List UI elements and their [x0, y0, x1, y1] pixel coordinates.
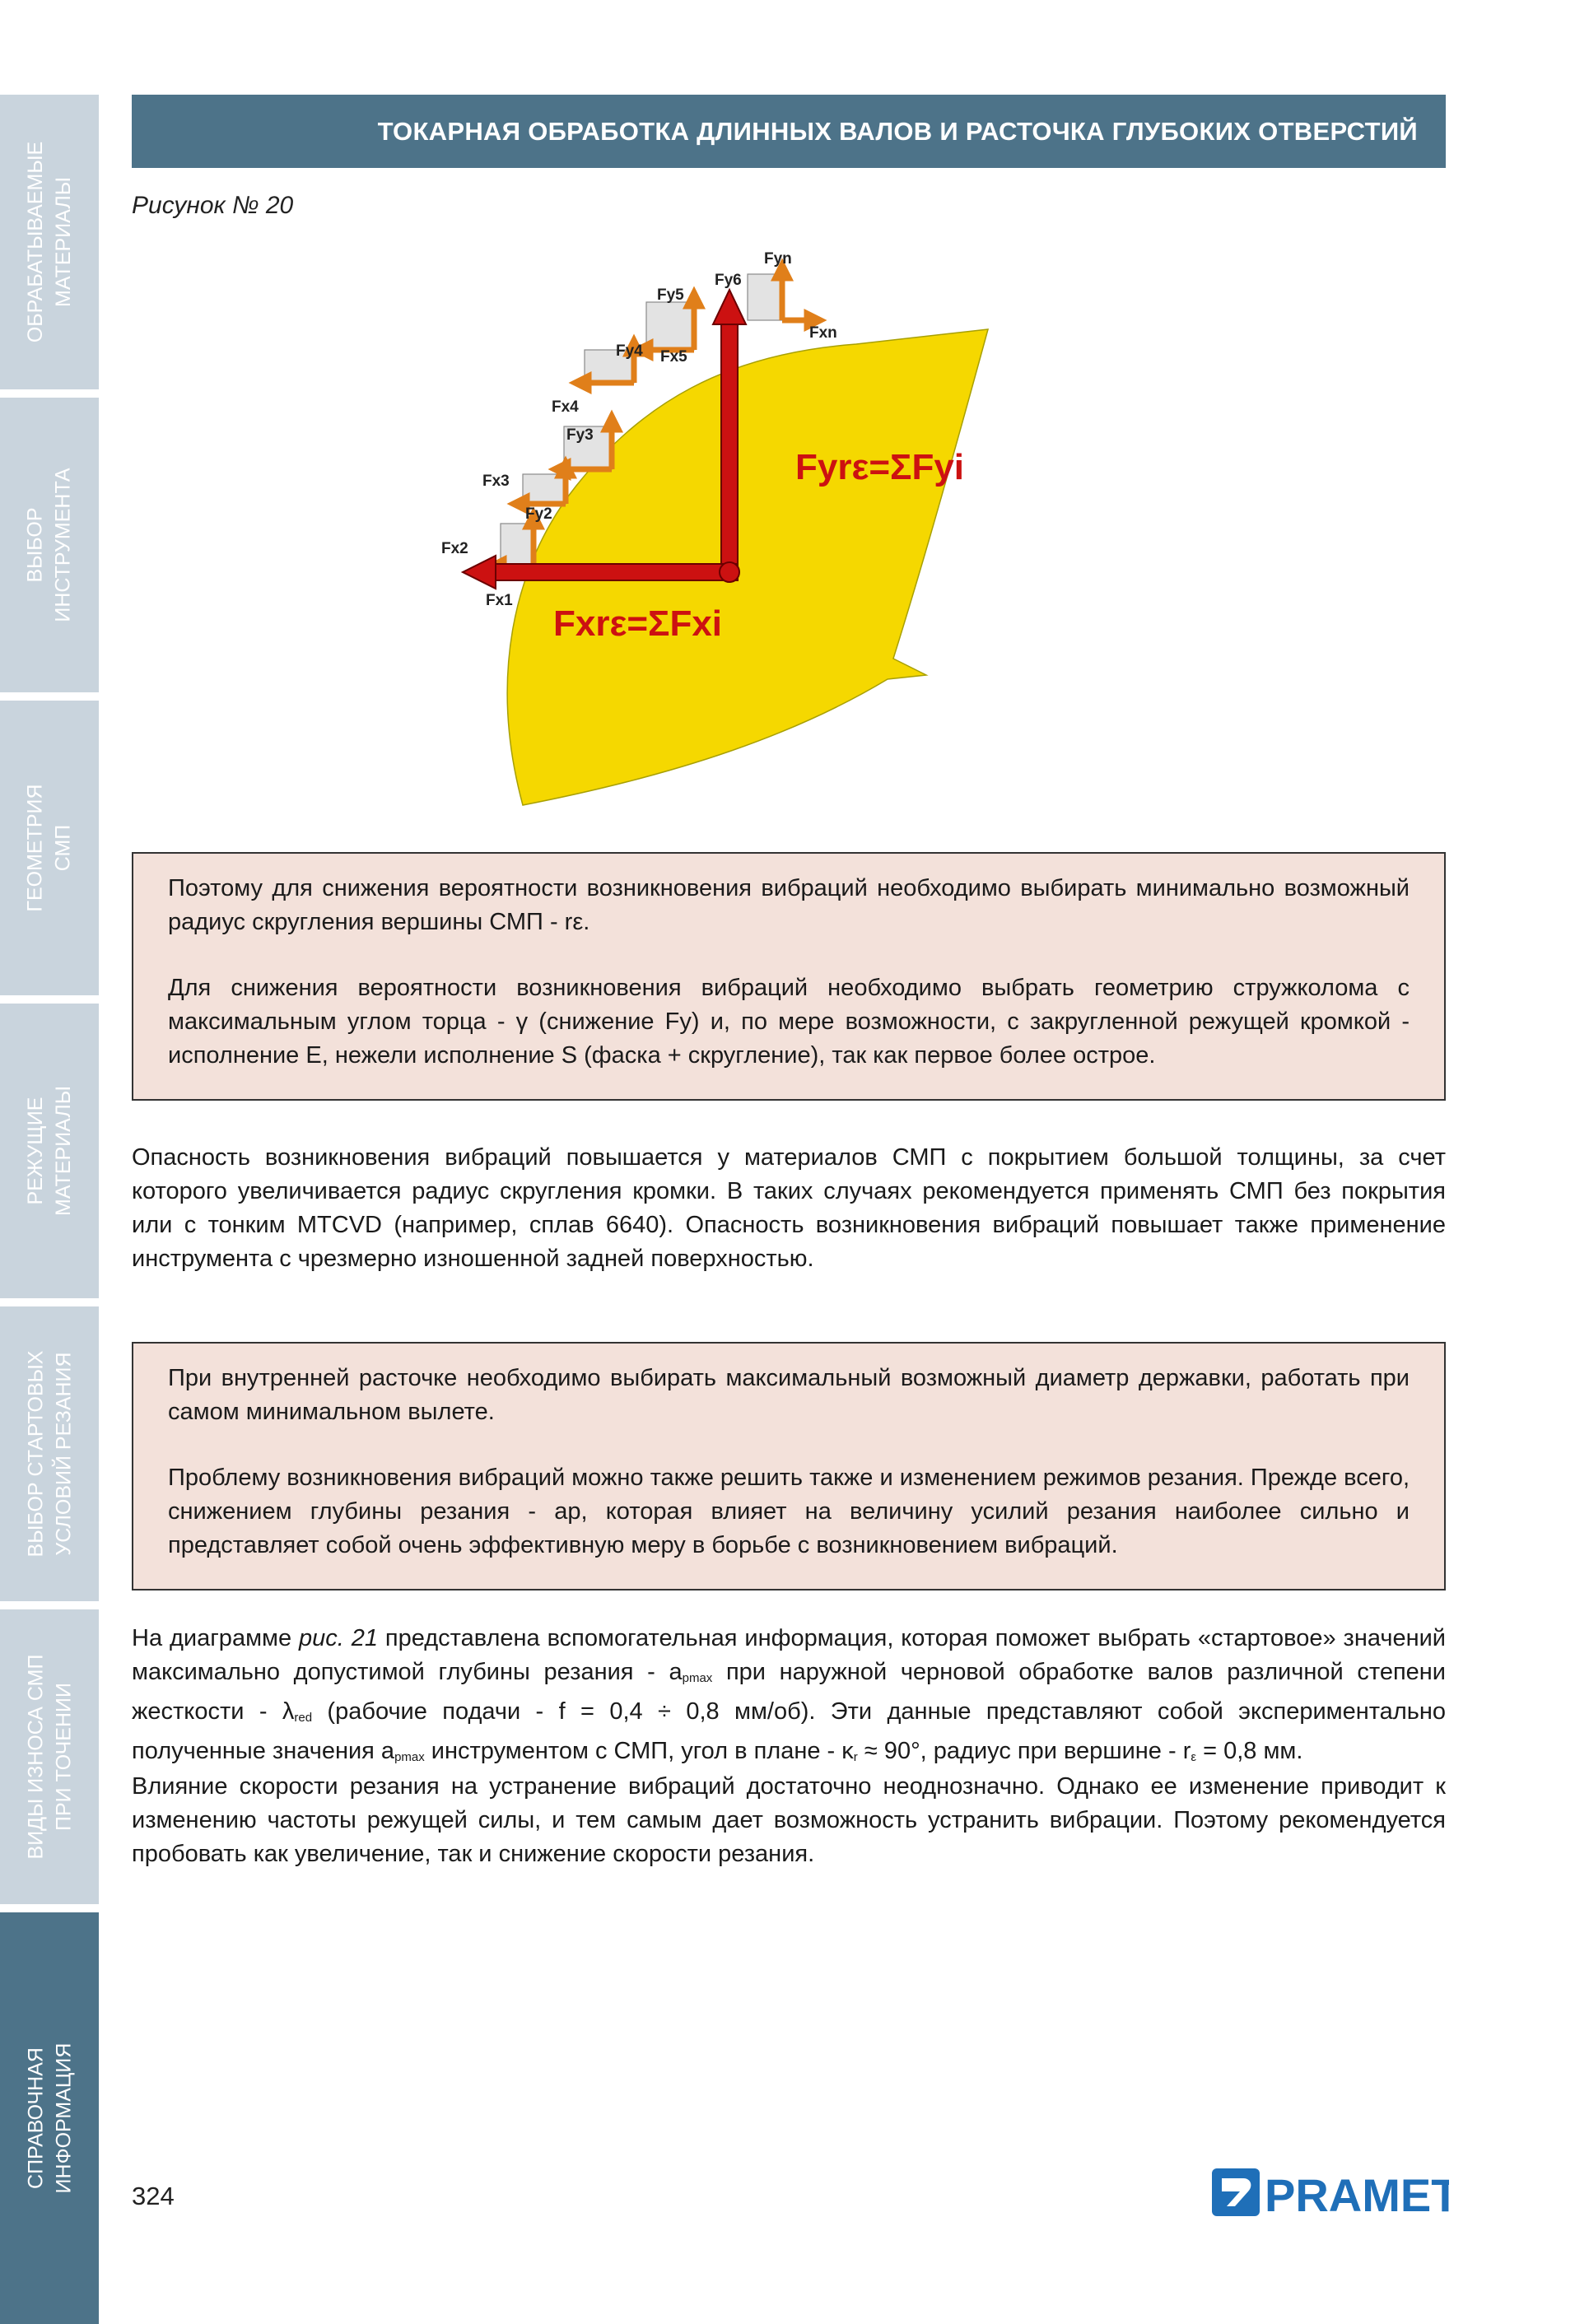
label-fyn: Fyn — [764, 250, 792, 268]
label-fy6: Fy6 — [715, 272, 742, 289]
text-run: = 0,8 мм. — [1196, 1738, 1303, 1764]
force-origin-dot — [720, 562, 739, 582]
tab-label: ПРИ ТОЧЕНИИ — [52, 1683, 76, 1831]
label-fx5: Fx5 — [660, 348, 687, 366]
body-paragraph — [132, 1622, 1446, 1774]
note-paragraph: При внутренней расточке необходимо выбирать максимальный возможный диаметр державки, работать при самом минимальном вылете. — [168, 1365, 1410, 1425]
logo-mark — [1212, 2168, 1260, 2216]
text-run: ≈ 90°, радиус при вершине - r — [857, 1738, 1191, 1764]
force-diagram-svg — [412, 239, 1070, 815]
tab-label: ГЕОМЕТРИЯ — [24, 784, 48, 912]
logo-text: PRAMET — [1265, 2169, 1449, 2219]
tab-insert-geometry[interactable] — [0, 701, 99, 995]
label-fx4: Fx4 — [552, 398, 579, 416]
text-run: представлена вспомогательная информация, которая поможет выбрать «стартовое» значений максимально допустимой глубины резания - a — [132, 1625, 1446, 1685]
subscript: ε — [1191, 1750, 1197, 1764]
tab-materials[interactable] — [0, 95, 99, 389]
subscript: red — [294, 1711, 313, 1725]
tab-reference-info[interactable] — [0, 1912, 99, 2324]
tab-wear-types[interactable] — [0, 1609, 99, 1904]
label-fy3: Fy3 — [566, 426, 594, 444]
tab-label: СПРАВОЧНАЯ — [24, 2047, 48, 2189]
note-box-1 — [132, 852, 1446, 1101]
page-number: 324 — [132, 2182, 175, 2210]
tab-label: ОБРАБАТЫВАЕМЫЕ — [24, 141, 47, 343]
pramet-logo-svg — [1210, 2165, 1449, 2219]
label-fy-sum: Fyrε=ΣFyi — [795, 447, 965, 487]
force-box — [501, 524, 534, 566]
body-paragraph: Влияние скорости резания на устранение вибраций достаточно неоднозначно. Однако ее изменение приводит к изменению частоты режущей силы, и тем самым дает возможность устранить вибрации. Поэтому рекомендуется пробовать как увеличение, так и снижение скорости резания. — [132, 1773, 1446, 1867]
note-paragraph: Проблему возникновения вибраций можно также решить также и изменением режимов резания. Прежде всего, снижением глубины резания - ap, которая влияет на величину усилий резания наиболее сильно и представляет собой очень эффективную меру в борьбе с возникновением вибраций. — [168, 1465, 1410, 1558]
figure-caption: Рисунок № 20 — [132, 192, 294, 219]
label-fy4: Fy4 — [616, 342, 643, 360]
label-fxn: Fxn — [809, 324, 837, 342]
tab-label: УСЛОВИЙ РЕЗАНИЯ — [52, 1352, 75, 1556]
tab-starting-conditions[interactable] — [0, 1306, 99, 1601]
arrow-fy-resultant — [721, 321, 738, 572]
tab-label: ИНСТРУМЕНТА — [52, 468, 76, 622]
page-title: ТОКАРНАЯ ОБРАБОТКА ДЛИННЫХ ВАЛОВ И РАСТОЧКА ГЛУБОКИХ ОТВЕРСТИЙ — [377, 116, 1418, 146]
label-fx-sum: Fxrε=ΣFxi — [553, 603, 723, 644]
tab-label: ВЫБОР СТАРТОВЫХ — [24, 1350, 47, 1558]
arrow-fy-head — [713, 290, 746, 324]
body-paragraph: Опасность возникновения вибраций повышается у материалов СМП с покрытием большой толщины, за счет которого увеличивается радиус скругления кромки. В таких случаях рекомендуется применять СМП без покрытия или с тонким MTCVD (например, сплав 6640). Опасность возникновения вибраций повышает также применение инструмента с чрезмерно изношенной задней поверхностью. — [132, 1144, 1446, 1272]
text-run: инструментом с СМП, угол в плане - κ — [424, 1738, 854, 1764]
tab-label: МАТЕРИАЛЫ — [52, 177, 75, 307]
subscript: r — [853, 1750, 858, 1764]
arrow-fx-resultant — [494, 564, 738, 580]
page-header — [132, 95, 1446, 168]
label-fx1: Fx1 — [486, 592, 513, 609]
label-fy5: Fy5 — [657, 286, 684, 304]
tab-label: РЕЖУЩИЕ — [24, 1097, 47, 1205]
tab-label: ИНФОРМАЦИЯ — [52, 2042, 76, 2194]
label-fx2: Fx2 — [441, 540, 468, 557]
note-paragraph: Для снижения вероятности возникновения вибраций необходимо выбрать геометрию стружколома с максимальным углом торца - γ (снижение Fy) и, по мере возможности, с закругленной режущей кромкой - исполнение E, нежели исполнение S (фаска + скругление), так как первое более острое. — [168, 975, 1410, 1069]
note-paragraph: Поэтому для снижения вероятности возникновения вибраций необходимо выбирать минимально возможный радиус скругления вершины СМП - rε. — [168, 875, 1410, 935]
force-box — [748, 274, 782, 320]
arrow-fx-head — [463, 556, 496, 589]
force-diagram — [412, 239, 1070, 815]
tab-cutting-materials[interactable] — [0, 1004, 99, 1298]
tab-tool-selection[interactable] — [0, 398, 99, 692]
pramet-logo — [1210, 2165, 1449, 2219]
tab-label: ВИДЫ ИЗНОСА СМП — [24, 1654, 48, 1860]
tab-label: СМП — [52, 824, 76, 872]
force-box — [646, 302, 694, 350]
figure-reference-link[interactable]: рис. 21 — [299, 1625, 378, 1651]
subscript: pmax — [394, 1750, 425, 1764]
tab-label: МАТЕРИАЛЫ — [52, 1086, 75, 1216]
force-box — [523, 474, 566, 504]
text-run: при наружной черновой обработке валов различной степени жесткости - λ — [132, 1659, 1446, 1725]
text-run: На диаграмме — [132, 1625, 299, 1651]
note-box-2 — [132, 1342, 1446, 1590]
tab-label: ВЫБОР — [24, 507, 48, 583]
text-run: (рабочие подачи - f = 0,4 ÷ 0,8 мм/об). Эти данные представляют собой экспериментально полученные значения a — [132, 1698, 1446, 1764]
label-fx3: Fx3 — [482, 473, 510, 490]
label-fy2: Fy2 — [525, 505, 552, 523]
subscript: pmax — [682, 1671, 713, 1685]
